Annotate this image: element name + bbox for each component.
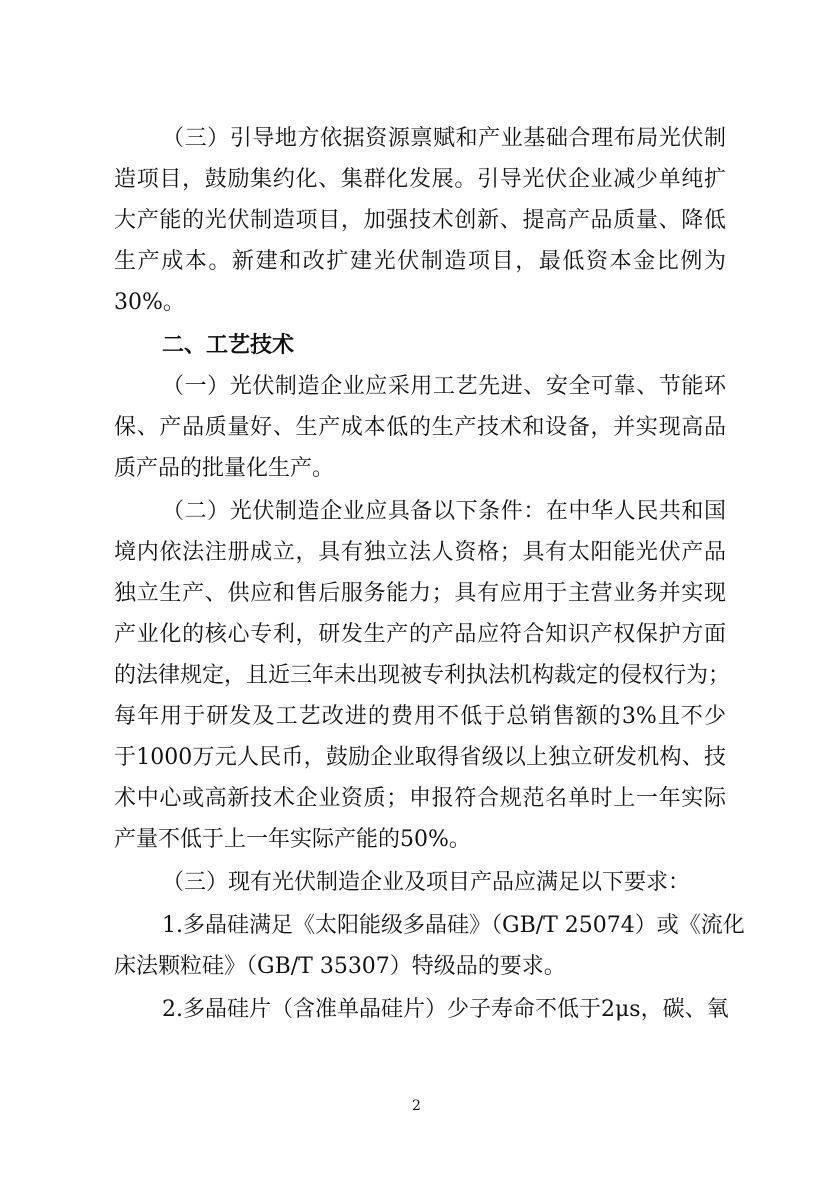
paragraph-line: 造项目，鼓励集约化、集群化发展。引导光伏企业减少单纯扩 <box>114 167 726 192</box>
paragraph-line: （二）光伏制造企业应具备以下条件：在中华人民共和国 <box>162 499 726 524</box>
paragraph-line: 产业化的核心专利，研发生产的产品应符合知识产权保护方面 <box>114 622 726 647</box>
paragraph-line: 于1000万元人民币，鼓励企业取得省级以上独立研发机构、技 <box>114 745 726 770</box>
paragraph-line: 1.多晶硅满足《太阳能级多晶硅》（GB/T 25074）或《流化 <box>162 913 745 938</box>
paragraph-line: 大产能的光伏制造项目，加强技术创新、提高产品质量、降低 <box>114 208 726 233</box>
section-heading: 二、工艺技术 <box>162 333 295 358</box>
paragraph-line: （三）引导地方依据资源禀赋和产业基础合理布局光伏制 <box>162 126 726 151</box>
paragraph-line: 每年用于研发及工艺改进的费用不低于总销售额的3%且不少 <box>114 704 726 729</box>
paragraph-line: 的法律规定，且近三年未出现被专利执法机构裁定的侵权行为； <box>114 663 731 688</box>
paragraph-line: 2.多晶硅片（含准单晶硅片）少子寿命不低于2μs，碳、氧 <box>162 997 729 1022</box>
paragraph-line: （一）光伏制造企业应采用工艺先进、安全可靠、节能环 <box>162 374 726 399</box>
paragraph-line: 生产成本。新建和改扩建光伏制造项目，最低资本金比例为 <box>114 249 726 274</box>
page-number: 2 <box>412 1098 421 1114</box>
paragraph-line: 独立生产、供应和售后服务能力；具有应用于主营业务并实现 <box>114 581 726 606</box>
paragraph-line: 产量不低于上一年实际产能的50%。 <box>114 827 471 852</box>
paragraph-line: 术中心或高新技术企业资质；申报符合规范名单时上一年实际 <box>114 786 726 811</box>
paragraph-line: 床法颗粒硅》（GB/T 35307）特级品的要求。 <box>114 954 566 979</box>
paragraph-line: 质产品的批量化生产。 <box>114 456 335 481</box>
paragraph-line: 境内依法注册成立，具有独立法人资格；具有太阳能光伏产品 <box>114 540 726 565</box>
paragraph-line: 30%。 <box>114 290 185 315</box>
paragraph-line: （三）现有光伏制造企业及项目产品应满足以下要求： <box>162 870 691 895</box>
paragraph-line: 保、产品质量好、生产成本低的生产技术和设备，并实现高品 <box>114 415 726 440</box>
